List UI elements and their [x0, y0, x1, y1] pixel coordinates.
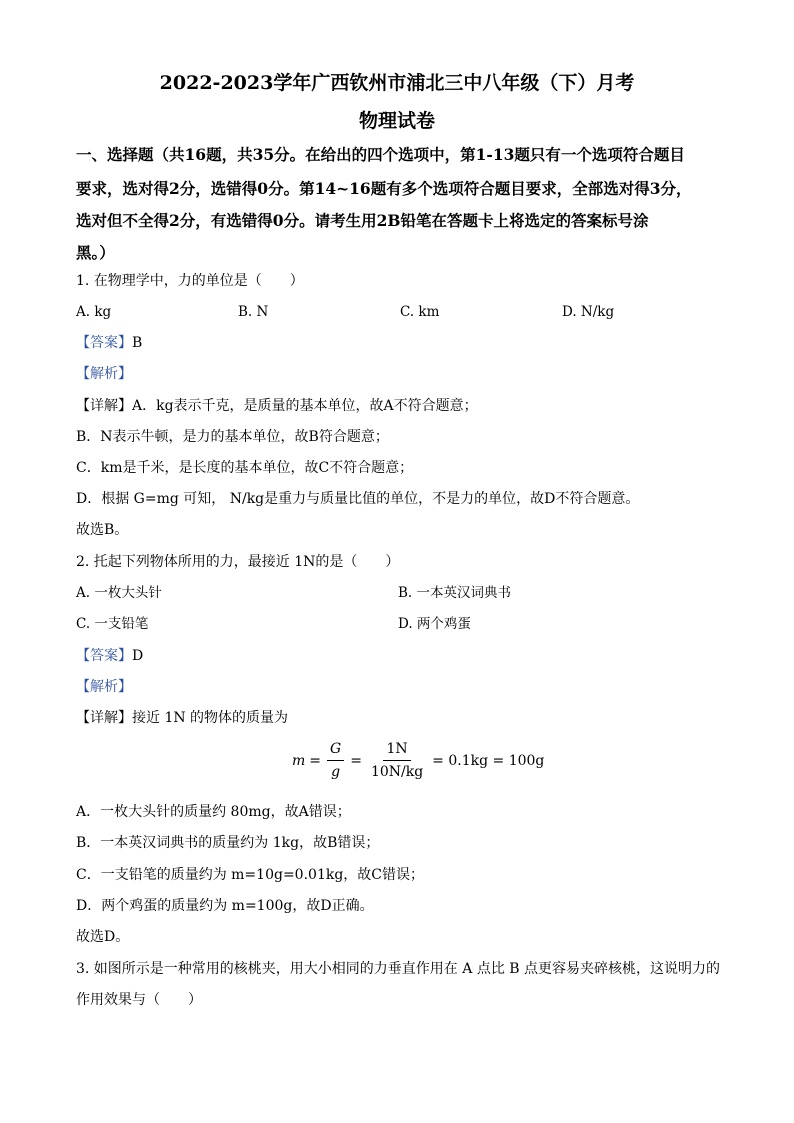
- section-instructions-line-1: 一、选择题（共16题，共35分。在给出的四个选项中，第1-13题只有一个选项符合题目: [76, 145, 685, 164]
- formula-fraction-g: [327, 741, 344, 780]
- detail-tag: 【详解】: [76, 398, 132, 414]
- q2-analysis-tag: 【解析】: [76, 679, 132, 695]
- formula-fraction-values: [368, 741, 426, 780]
- q2-stem: 2. 托起下列物体所用的力，最接近 1N的是（ ）: [76, 554, 400, 570]
- q1-detail-a: [76, 397, 478, 415]
- q3-stem-line-1: 3. 如图所示是一种常用的核桃夹，用大小相同的力垂直作用在 A 点比 B 点更容易夹碎核桃，这说明力的: [76, 961, 721, 977]
- q2-detail-intro-text: 接近 1N 的物体的质量为: [132, 710, 289, 726]
- section-instructions-line-4: 黑。）: [76, 243, 115, 262]
- q1-conclusion: 故选B。: [76, 522, 129, 538]
- q2-detail-b: B．一本英汉词典书的质量约为 1kg，故B错误；: [76, 835, 380, 851]
- q2-option-b: B. 一本英汉词典书: [398, 585, 512, 601]
- detail-tag: 【详解】: [76, 710, 132, 726]
- section-instructions-line-2: 要求，选对得2分，选错得0分。第14~16题有多个选项符合题目要求，全部选对得3分，: [76, 179, 692, 198]
- formula-eq: =: [309, 752, 322, 769]
- q1-detail-b: B．N表示牛顿，是力的基本单位，故B符合题意；: [76, 429, 389, 445]
- q2-option-c: C. 一支铅笔: [76, 616, 149, 632]
- fraction-numerator: 1N: [383, 741, 410, 761]
- q1-option-b: B. N: [238, 304, 269, 320]
- doc-title: 2022-2023学年广西钦州市浦北三中八年级（下）月考: [159, 72, 635, 94]
- q1-detail-a-text: A．kg表示千克，是质量的基本单位，故A不符合题意；: [132, 398, 478, 414]
- section-instructions-line-3: 选对但不全得2分，有选错得0分。请考生用2B铅笔在答题卡上将选定的答案标号涂: [76, 211, 649, 230]
- answer-tag: 【答案】: [76, 648, 132, 664]
- q2-detail-d: D．两个鸡蛋的质量约为 m=100g，故D正确。: [76, 898, 374, 914]
- fraction-denominator: 10N/kg: [370, 764, 424, 780]
- q1-stem: 1. 在物理学中，力的单位是（ ）: [76, 273, 304, 289]
- q1-answer-value: B: [132, 335, 143, 351]
- q2-detail-intro: [76, 709, 288, 727]
- q1-detail-d: D．根据 G=mg 可知， N/kg是重力与质量比值的单位，不是力的单位，故D不符合题意。: [76, 491, 640, 507]
- q2-option-a: A. 一枚大头针: [76, 585, 162, 601]
- q1-analysis-tag: 【解析】: [76, 366, 132, 382]
- q1-detail-c: C．km是千米，是长度的基本单位，故C不符合题意；: [76, 460, 414, 476]
- mass-formula: [292, 741, 544, 780]
- answer-tag: 【答案】: [76, 335, 132, 351]
- q1-option-d: D. N/kg: [562, 304, 615, 320]
- q2-detail-c: C．一支铅笔的质量约为 m=10g=0.01kg，故C错误；: [76, 867, 425, 883]
- q2-detail-a: A．一枚大头针的质量约 80mg，故A错误；: [76, 804, 351, 820]
- q1-answer: [76, 334, 142, 352]
- fraction-numerator: G: [327, 741, 344, 761]
- q2-answer: [76, 647, 143, 665]
- formula-eq-2: =: [350, 752, 362, 769]
- formula-lhs: m: [292, 752, 306, 769]
- fraction-denominator: g: [331, 764, 341, 780]
- q3-stem-line-2: 作用效果与（ ）: [76, 992, 202, 1008]
- doc-subtitle: 物理试卷: [358, 110, 435, 132]
- q2-answer-value: D: [132, 648, 144, 664]
- q1-option-c: C. km: [400, 304, 440, 320]
- q1-option-a: A. kg: [76, 304, 112, 320]
- q2-option-d: D. 两个鸡蛋: [398, 616, 471, 632]
- q2-conclusion: 故选D。: [76, 929, 130, 945]
- formula-rhs: = 0.1kg = 100g: [432, 752, 545, 769]
